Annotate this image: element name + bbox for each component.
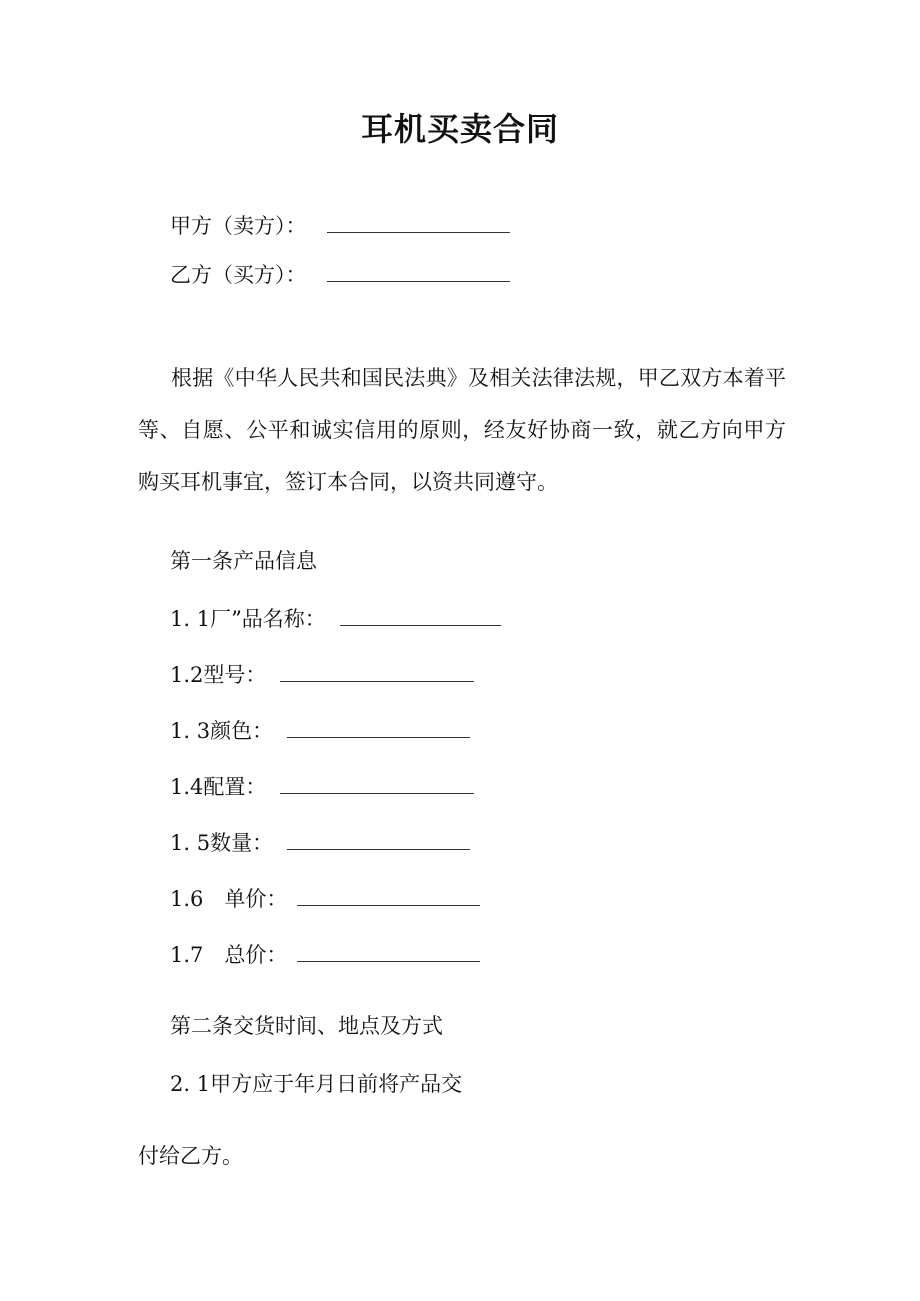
buyer-line: [170, 259, 510, 290]
quantity-label: 1. 5数量：: [170, 831, 274, 855]
color-label: 1. 3颜色：: [170, 719, 274, 743]
product-name-blank: [340, 603, 501, 626]
product-name-label: 1. 1厂”品名称：: [170, 607, 326, 631]
article2-heading: 第二条交货时间、地点及方式: [170, 1014, 443, 1038]
total-price-label: 1.7 总价：: [170, 943, 288, 967]
color-blank: [287, 715, 470, 738]
config-blank: [280, 771, 474, 794]
product-name-line: [170, 603, 501, 634]
seller-line: [170, 210, 510, 241]
seller-blank: [327, 210, 510, 233]
quantity-line: [170, 827, 470, 858]
buyer-blank: [327, 259, 510, 282]
unit-price-line: [170, 883, 480, 914]
intro-paragraph: 根据《中华人民共和国民法典》及相关法律法规，甲乙双方本着平等、自愿、公平和诚实信用的原则，经友好协商一致，就乙方向甲方购买耳机事宜，签订本合同，以资共同遵守。: [138, 366, 786, 494]
delivery-item-continued: 付给乙方。: [138, 1144, 243, 1168]
buyer-label: 乙方（买方）：: [170, 263, 307, 287]
config-label: 1.4配置：: [170, 775, 267, 799]
unit-price-label: 1.6 单价：: [170, 887, 288, 911]
quantity-blank: [287, 827, 470, 850]
seller-label: 甲方（卖方）：: [170, 214, 307, 238]
total-price-line: [170, 939, 480, 970]
delivery-item-line: 2. 1甲方应于年月日前将产品交: [170, 1072, 463, 1096]
model-line: [170, 659, 474, 690]
model-label: 1.2型号：: [170, 663, 267, 687]
total-price-blank: [297, 939, 480, 962]
document-title: 耳机买卖合同: [360, 110, 559, 148]
article1-heading: 第一条产品信息: [170, 549, 317, 573]
model-blank: [280, 659, 474, 682]
color-line: [170, 715, 470, 746]
unit-price-blank: [297, 883, 480, 906]
config-line: [170, 771, 474, 802]
